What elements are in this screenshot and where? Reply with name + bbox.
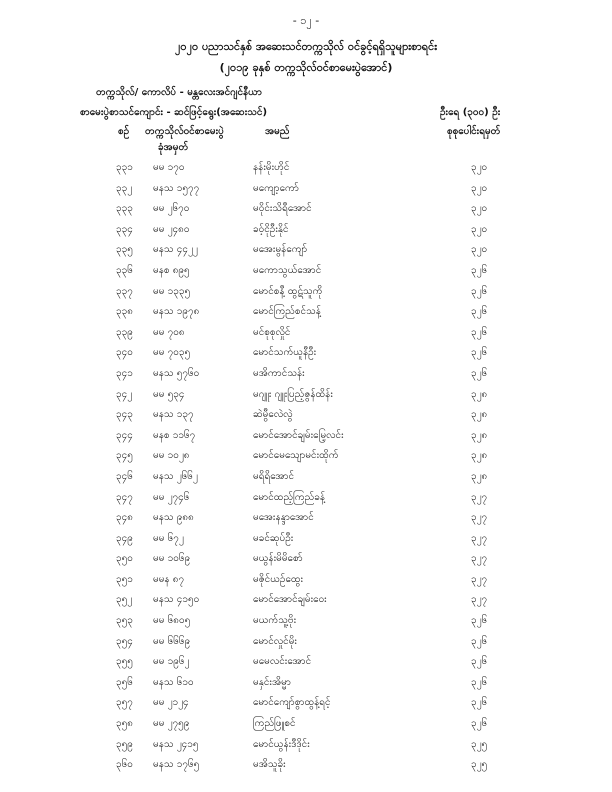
row-number: ၃၃၄	[116, 223, 133, 235]
roll-number: မနသ ၁၃၇	[153, 409, 194, 421]
table-row	[0, 325, 612, 346]
roll-number: မနသ ၄၄၂၂	[153, 244, 198, 256]
total-marks: ၃၂၇	[471, 553, 488, 565]
roll-number: မမ ၂၄၈၀	[153, 223, 190, 235]
table-row	[0, 366, 612, 387]
table-row	[0, 304, 612, 325]
roll-number: မမ ၁၉၆၂	[153, 656, 190, 668]
table-row	[0, 407, 612, 428]
total-marks: ၃၂၇	[471, 594, 488, 606]
total-marks: ၃၂၀	[471, 223, 488, 235]
student-name: မောင်လှုင်မိုး	[253, 635, 297, 647]
student-name: မယွန်းမိမိစော်	[253, 553, 303, 565]
student-name: မမေလင်းအောင်	[253, 656, 312, 668]
row-number: ၃၃၅	[116, 244, 133, 256]
roll-number: မနသ ၁၉၇၈	[153, 306, 200, 318]
student-name: မယက်သူ့ဗိုး	[253, 615, 297, 627]
student-name: မောင်စနီ့ ထွဋ်သူကို	[253, 285, 323, 297]
roll-number: မမ ၁၇၀	[153, 162, 185, 173]
total-marks: ၃၂၅	[471, 738, 488, 750]
table-row	[0, 695, 612, 716]
row-number: ၃၅၉	[116, 738, 133, 750]
table-row	[0, 284, 612, 305]
roll-number: မနစ ၁၁၆၇	[153, 429, 196, 441]
total-marks: ၃၂၈	[471, 388, 488, 400]
row-number: ၃၄၀	[116, 347, 133, 359]
total-marks: ၃၂၈	[471, 429, 488, 441]
roll-number: မနသ ၁၅၇၇	[153, 182, 200, 194]
student-name: မအေးမွန်ကျော်	[253, 244, 308, 256]
student-name: မဂျူး ဂျူးပြည့်ဇွန်ထိန်း	[253, 388, 333, 400]
total-marks: ၃၂၈	[471, 409, 488, 421]
roll-number: မနသ ၉၈၈	[153, 512, 194, 524]
total-marks: ၃၂၆	[471, 615, 488, 627]
student-name: မကောသွယ်အောင်	[253, 264, 322, 276]
row-number: ၃၄၃	[116, 409, 133, 421]
table-row	[0, 469, 612, 490]
row-number: ၃၅၆	[116, 676, 133, 688]
roll-number: မနသ ၁၇၆၅	[153, 759, 200, 771]
roll-number: မမ ၂၆၇၀	[153, 203, 190, 215]
table-row	[0, 448, 612, 469]
row-number: ၃၅၄	[116, 635, 133, 647]
row-number: ၃၄၈	[116, 512, 133, 524]
student-name: မကျော့ကော်	[253, 182, 299, 194]
table-row	[0, 592, 612, 613]
row-number: ၃၄၇	[116, 491, 133, 503]
student-name: မအိသူခိုး	[253, 759, 286, 771]
roll-number: မနသ ၆၁၀	[153, 676, 194, 688]
row-number: ၃၅၇	[116, 697, 133, 709]
roll-number: မမ ၆၈၀၅	[153, 615, 191, 627]
student-name: မခင်ဆုပ်ဦး	[253, 532, 294, 544]
row-number: ၃၄၆	[116, 470, 133, 482]
total-marks: ၃၂၇	[471, 491, 488, 503]
roll-number: မမ ၂၇၄၆	[153, 491, 190, 503]
row-number: ၃၃၃	[116, 203, 133, 215]
university-label: တက္ကသိုလ်/ ကောလိပ် - မန္တလေးအင်ဂျင်နီယာ	[96, 87, 263, 98]
total-marks: ၃၂၆	[471, 326, 488, 338]
table-row	[0, 737, 612, 758]
row-number: ၃၃၉	[116, 326, 133, 338]
table-row	[0, 510, 612, 531]
student-name: မောင်သက်ယူနီဦး	[253, 347, 317, 359]
student-name: မဇိုင်ယဉ်ထွေး	[253, 573, 304, 585]
row-number: ၃၅၈	[116, 718, 133, 730]
exam-center-label: စာမေးပွဲစာသင်ကျောင်း - ဆင်ဖြင့်ရွေး(အဆေးသင်)	[80, 107, 268, 118]
table-row	[0, 613, 612, 634]
row-number: ၃၃၂	[116, 182, 133, 194]
row-number: ၃၄၉	[116, 532, 133, 544]
table-row	[0, 634, 612, 655]
table-row	[0, 757, 612, 778]
column-header-name: အမည်	[265, 126, 290, 137]
student-name: ဆဲမွီလေဲလွဲ	[253, 409, 293, 421]
roll-number: မမ ၇၀၈	[153, 326, 185, 338]
total-marks: ၃၂၈	[471, 450, 488, 462]
student-name: မောင်ကြည်စင်သန့်	[253, 306, 321, 318]
student-name: မောင်ယွန်းဒီဒိုင်း	[253, 738, 310, 750]
row-number: ၃၅၃	[116, 615, 133, 627]
total-marks: ၃၂၆	[471, 264, 488, 276]
student-name: နန်းမိုးဟိုင်	[253, 162, 290, 173]
total-marks: ၃၂၇	[471, 532, 488, 544]
row-number: ၃၆၀	[116, 759, 133, 771]
row-number: ၃၃၈	[116, 306, 133, 318]
column-header-marks: စုစုပေါင်းရမှတ်	[447, 126, 501, 137]
roll-number: မမ ၇၀၃၅	[153, 347, 191, 359]
document-subtitle: (၂၀၁၉ ခုနှစ် တက္ကသိုလ်ဝင်စာမေးပွဲအောင်)	[219, 61, 393, 74]
table-row	[0, 675, 612, 696]
total-marks: ၃၂၆	[471, 367, 488, 379]
roll-number: မနသ ၂၆၆၂	[153, 470, 198, 482]
document-title: ၂၀၂၀ ပညာသင်နှစ် အဆေးသင်တက္ကသိုလ် ဝင်ခွင့်ရရှိသူများစာရင်း	[174, 40, 438, 53]
table-row	[0, 222, 612, 243]
total-marks: ၃၂၅	[471, 759, 488, 771]
total-marks: ၃၂၆	[471, 285, 488, 297]
roll-number: မနသ ၅၇၆၀	[153, 367, 200, 379]
student-name: ခဝ့်ငိုဦးနိုင်	[253, 223, 289, 235]
total-marks: ၃၂၀	[471, 162, 488, 173]
table-row	[0, 201, 612, 222]
roll-number: မမ ၂၇၅၉	[153, 718, 190, 730]
total-marks: ၃၂၈	[471, 470, 488, 482]
student-name: မောင်မေသျောမင်းထိုက်	[253, 450, 339, 462]
total-marks: ၃၂၇	[471, 512, 488, 524]
student-name: မအေးနန္ဒာအောင်	[253, 512, 314, 524]
roll-number: မနသ ၄၁၅၀	[153, 594, 200, 606]
total-marks: ၃၂၆	[471, 347, 488, 359]
student-name: မရိရိအောင်	[253, 470, 295, 482]
table-row	[0, 160, 612, 181]
student-name: မောင်အောင်ချမ်းဝေး	[253, 594, 327, 606]
row-number: ၃၃၁	[116, 162, 133, 173]
total-marks: ၃၂၀	[471, 182, 488, 194]
table-row	[0, 654, 612, 675]
total-count-label: ဦးရေ (၃၀၀) ဦး	[440, 107, 501, 118]
table-row	[0, 490, 612, 511]
row-number: ၃၄၂	[116, 388, 133, 400]
row-number: ၃၄၅	[116, 450, 133, 462]
row-number: ၃၅၁	[116, 573, 133, 585]
results-table	[0, 160, 612, 778]
table-row	[0, 716, 612, 737]
roll-number: မမ ၅၃၄	[153, 388, 185, 400]
total-marks: ၃၂၆	[471, 718, 488, 730]
table-row	[0, 531, 612, 552]
row-number: ၃၃၇	[116, 285, 133, 297]
roll-number: မမန ၈၇	[153, 573, 185, 585]
table-row	[0, 242, 612, 263]
roll-number: မနသ ၂၄၁၅	[153, 738, 199, 750]
total-marks: ၃၂၀	[471, 244, 488, 256]
total-marks: ၃၂၆	[471, 656, 488, 668]
total-marks: ၃၂၆	[471, 697, 488, 709]
roll-number: မမ ၂၁၂၄	[153, 697, 189, 709]
row-number: ၃၃၆	[116, 264, 133, 276]
student-name: မောင်ထည့်ကြည်ခန့်	[253, 491, 326, 503]
table-row	[0, 572, 612, 593]
row-number: ၃၅၂	[116, 594, 133, 606]
table-row	[0, 551, 612, 572]
student-name: မဝိုင်းသိရီအောင်	[253, 203, 312, 215]
table-row	[0, 345, 612, 366]
student-name: မအိကာင်သန်း	[253, 367, 305, 379]
total-marks: ၃၂၆	[471, 635, 488, 647]
row-number: ၃၄၄	[116, 429, 133, 441]
total-marks: ၃၂၆	[471, 676, 488, 688]
roll-number: မမ ၁၀၂၈	[153, 450, 190, 462]
roll-number: မမ ၁၀၆၉	[153, 553, 191, 565]
roll-number: မမ ၆၇၂	[153, 532, 184, 544]
row-number: ၃၄၁	[116, 367, 133, 379]
page-number: - ၁၂ -	[292, 14, 320, 27]
total-marks: ၃၂၇	[471, 573, 488, 585]
total-marks: ၃၂၆	[471, 306, 488, 318]
table-row	[0, 387, 612, 408]
row-number: ၃၅၅	[116, 656, 133, 668]
student-name: ကြည်ဖြူစင်	[253, 718, 296, 730]
table-row	[0, 263, 612, 284]
column-header-roll-number: တက္ကသိုလ်ဝင်စာမေးပွဲ	[145, 126, 224, 137]
total-marks: ၃၂၀	[471, 203, 488, 215]
roll-number: မမ ၆၆၆၉	[153, 635, 191, 647]
student-name: မောင်ကျော်စွာထွန့်ရင့်	[253, 697, 331, 709]
roll-number: မနစ ၈၉၅	[153, 264, 190, 276]
row-number: ၃၅၀	[116, 553, 133, 565]
student-name: မင်စုစုလှိုင်	[253, 326, 291, 338]
student-name: မောင်အောင်ချမ်းမြေ့လင်း	[253, 429, 344, 441]
column-header-no: စဉ်	[118, 126, 130, 137]
column-header-roll-number-line2: ခုံအမှတ်	[158, 142, 189, 153]
roll-number: မမ ၁၃၃၅	[153, 285, 191, 297]
student-name: မနှင်းအိမ္မာ	[253, 676, 291, 688]
table-row	[0, 428, 612, 449]
table-row	[0, 181, 612, 202]
